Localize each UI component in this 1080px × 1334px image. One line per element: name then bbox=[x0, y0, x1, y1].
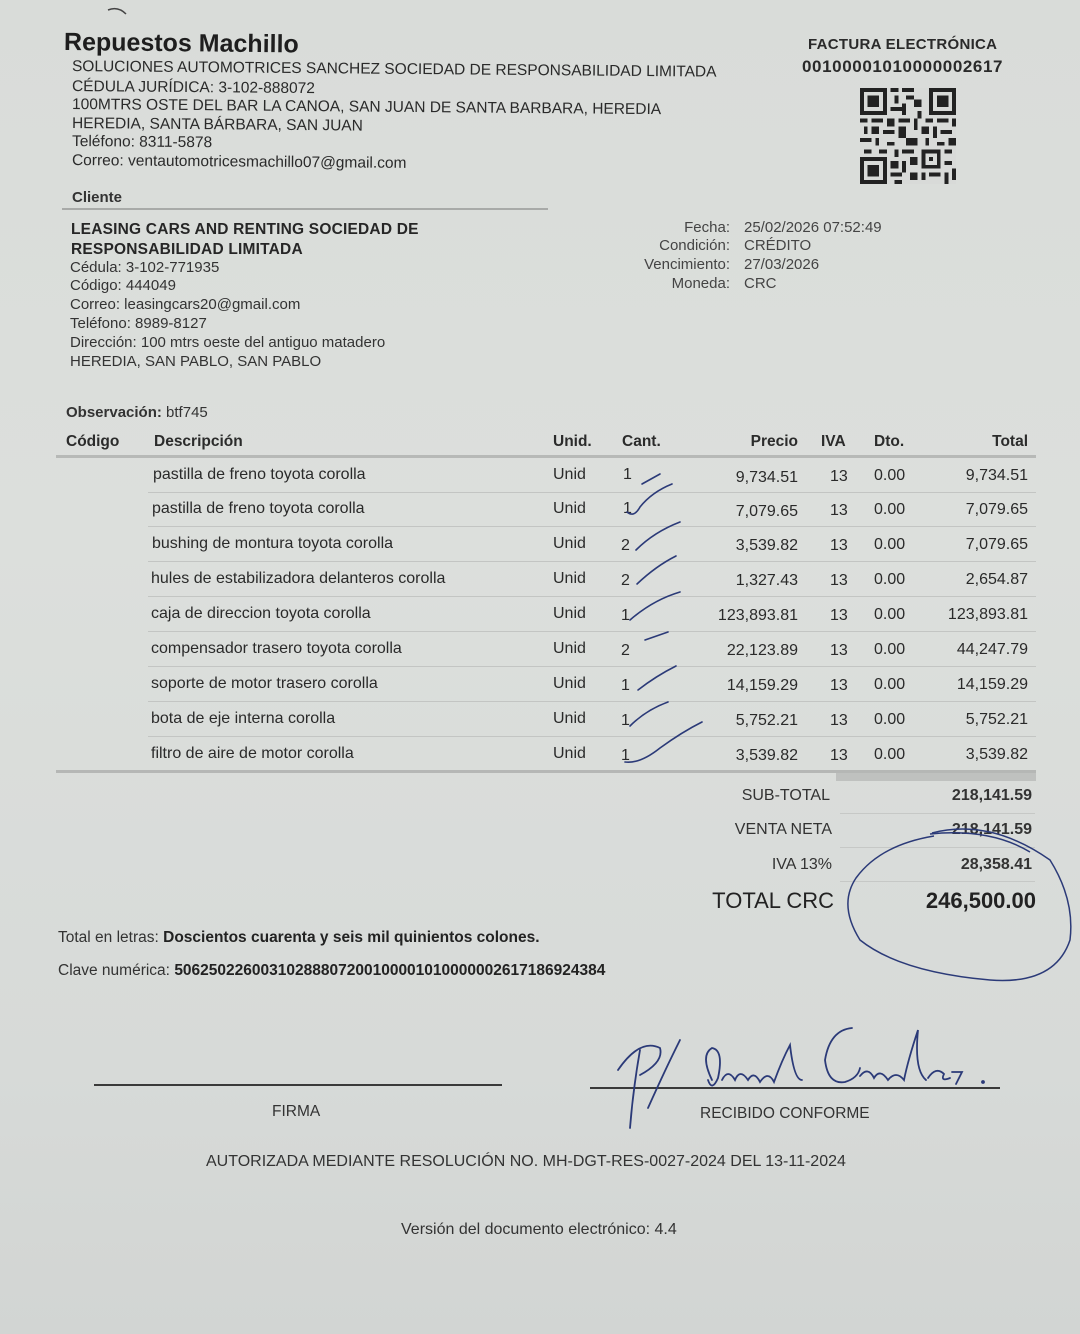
table-row bbox=[0, 466, 1080, 501]
cell-precio: 22,123.89 bbox=[726, 642, 798, 659]
cell-descripcion: pastilla de freno toyota corolla bbox=[152, 500, 365, 517]
row-divider bbox=[148, 736, 1036, 737]
cell-iva: 13 bbox=[830, 468, 848, 485]
meta-vencimiento-value: 27/03/2026 bbox=[744, 256, 820, 273]
cell-iva: 13 bbox=[830, 747, 848, 764]
cell-unid: Unid bbox=[553, 605, 586, 622]
th-unid: Unid. bbox=[553, 433, 592, 450]
meta-fecha-value: 25/02/2026 07:52:49 bbox=[744, 219, 882, 236]
subtotal-value: 218,141.59 bbox=[951, 787, 1032, 804]
observation-value: btf745 bbox=[166, 404, 208, 421]
meta-condicion-label: Condición: bbox=[659, 237, 730, 254]
cell-precio: 3,539.82 bbox=[735, 537, 798, 554]
cell-dto: 0.00 bbox=[874, 536, 906, 553]
cell-cant: 1 bbox=[623, 466, 632, 483]
venta-neta-label: VENTA NETA bbox=[734, 821, 832, 838]
cell-unid: Unid bbox=[553, 710, 586, 727]
company-legal-name: SOLUCIONES AUTOMOTRICES SANCHEZ SOCIEDAD DE RESPONSABILIDAD LIMITADA bbox=[71, 58, 717, 81]
cell-iva: 13 bbox=[830, 572, 848, 589]
cell-unid: Unid bbox=[553, 640, 586, 657]
cell-unid: Unid bbox=[553, 466, 586, 483]
table-row bbox=[0, 535, 1080, 570]
table-row bbox=[0, 605, 1080, 640]
iva-label: IVA 13% bbox=[771, 856, 832, 873]
firma-signature-line bbox=[94, 1084, 502, 1086]
th-dto: Dto. bbox=[874, 433, 905, 450]
client-name-line1: LEASING CARS AND RENTING SOCIEDAD DE bbox=[71, 221, 419, 238]
client-location: HEREDIA, SAN PABLO, SAN PABLO bbox=[70, 353, 322, 370]
meta-condicion-value: CRÉDITO bbox=[744, 237, 812, 254]
cell-dto: 0.00 bbox=[874, 711, 906, 728]
cell-total: 3,539.82 bbox=[965, 746, 1028, 763]
totals-divider bbox=[840, 813, 1035, 814]
cell-descripcion: caja de direccion toyota corolla bbox=[151, 605, 371, 622]
cell-descripcion: filtro de aire de motor corolla bbox=[151, 745, 354, 762]
observation-label: Observación: bbox=[66, 404, 162, 421]
company-cedula: CÉDULA JURÍDICA: 3-102-888072 bbox=[71, 78, 316, 98]
subtotal-label: SUB-TOTAL bbox=[741, 787, 830, 804]
cell-dto: 0.00 bbox=[874, 467, 906, 484]
cell-unid: Unid bbox=[553, 535, 586, 552]
row-divider bbox=[148, 492, 1036, 493]
table-row bbox=[0, 710, 1080, 745]
company-address-line1: 100MTRS OSTE DEL BAR LA CANOA, SAN JUAN DE SANTA BARBARA, HEREDIA bbox=[71, 96, 662, 119]
cell-total: 7,079.65 bbox=[965, 536, 1028, 553]
cell-dto: 0.00 bbox=[874, 746, 906, 763]
row-divider bbox=[148, 701, 1036, 702]
table-row bbox=[0, 570, 1080, 605]
cell-total: 123,893.81 bbox=[947, 606, 1028, 623]
th-descripcion: Descripción bbox=[154, 433, 243, 450]
cell-descripcion: bota de eje interna corolla bbox=[151, 710, 336, 727]
company-trade-name: Repuestos Machillo bbox=[63, 28, 299, 59]
client-email: Correo: leasingcars20@gmail.com bbox=[70, 296, 301, 313]
cell-iva: 13 bbox=[830, 642, 848, 659]
cell-descripcion: compensador trasero toyota corolla bbox=[151, 640, 402, 657]
cell-descripcion: soporte de motor trasero corolla bbox=[151, 675, 378, 692]
client-name-line2: RESPONSABILIDAD LIMITADA bbox=[71, 241, 303, 258]
meta-fecha-label: Fecha: bbox=[684, 219, 730, 236]
cell-dto: 0.00 bbox=[874, 676, 906, 693]
iva-value: 28,358.41 bbox=[960, 856, 1032, 873]
client-codigo: Código: 444049 bbox=[70, 277, 176, 294]
cell-cant: 1 bbox=[623, 500, 632, 517]
row-divider bbox=[148, 596, 1036, 597]
amount-in-words-label: Total en letras: bbox=[58, 929, 159, 946]
cell-total: 44,247.79 bbox=[956, 641, 1028, 658]
cell-iva: 13 bbox=[830, 537, 848, 554]
cell-unid: Unid bbox=[553, 745, 586, 762]
clave-numerica bbox=[58, 962, 605, 980]
th-total: Total bbox=[992, 433, 1028, 450]
clave-label: Clave numérica: bbox=[58, 962, 170, 979]
amount-in-words bbox=[58, 929, 540, 947]
total-label: TOTAL CRC bbox=[712, 888, 834, 913]
cell-precio: 7,079.65 bbox=[735, 503, 798, 520]
totals-divider bbox=[840, 847, 1035, 848]
cell-total: 7,079.65 bbox=[965, 501, 1028, 518]
cell-dto: 0.00 bbox=[874, 501, 906, 518]
cell-total: 2,654.87 bbox=[965, 571, 1028, 588]
cell-unid: Unid bbox=[553, 500, 586, 517]
client-address: Dirección: 100 mtrs oeste del antiguo matadero bbox=[70, 334, 386, 351]
cell-unid: Unid bbox=[553, 675, 586, 692]
venta-neta-value: 218,141.59 bbox=[951, 821, 1032, 838]
table-header-rule bbox=[56, 455, 1036, 458]
cell-dto: 0.00 bbox=[874, 641, 906, 658]
th-cant: Cant. bbox=[622, 433, 661, 450]
cell-cant: 1 bbox=[621, 712, 630, 729]
row-divider bbox=[148, 666, 1036, 667]
cell-precio: 9,734.51 bbox=[735, 469, 798, 486]
meta-moneda-value: CRC bbox=[744, 275, 777, 292]
meta-moneda-label: Moneda: bbox=[671, 275, 730, 292]
row-divider bbox=[148, 631, 1036, 632]
th-iva: IVA bbox=[821, 433, 846, 450]
total-value: 246,500.00 bbox=[925, 888, 1036, 913]
cell-precio: 1,327.43 bbox=[735, 572, 798, 589]
cell-cant: 2 bbox=[621, 572, 630, 589]
th-precio: Precio bbox=[750, 433, 798, 450]
table-row bbox=[0, 640, 1080, 675]
row-divider bbox=[148, 561, 1036, 562]
authorization-text: AUTORIZADA MEDIANTE RESOLUCIÓN NO. MH-DGT-RES-0027-2024 DEL 13-11-2024 bbox=[206, 1153, 846, 1170]
cell-cant: 2 bbox=[621, 642, 630, 659]
client-divider bbox=[62, 208, 548, 210]
version-text: Versión del documento electrónico: 4.4 bbox=[401, 1221, 677, 1238]
recibido-label: RECIBIDO CONFORME bbox=[700, 1105, 870, 1122]
cell-descripcion: hules de estabilizadora delanteros corolla bbox=[151, 570, 446, 587]
cell-cant: 2 bbox=[621, 537, 630, 554]
cell-iva: 13 bbox=[830, 502, 848, 519]
company-address-line2: HEREDIA, SANTA BÁRBARA, SAN JUAN bbox=[71, 115, 363, 135]
document-type: FACTURA ELECTRÓNICA bbox=[808, 36, 998, 53]
company-phone: Teléfono: 8311-5878 bbox=[71, 133, 213, 152]
cell-total: 9,734.51 bbox=[965, 467, 1028, 484]
cell-precio: 14,159.29 bbox=[726, 677, 798, 694]
client-section-label: Cliente bbox=[72, 189, 123, 206]
stray-pen-mark bbox=[108, 9, 126, 14]
amount-in-words-value: Doscientos cuarenta y seis mil quinientos colones. bbox=[163, 929, 540, 946]
totals-divider bbox=[840, 881, 1035, 882]
cell-cant: 1 bbox=[621, 677, 630, 694]
th-codigo: Código bbox=[66, 433, 120, 450]
row-divider bbox=[148, 526, 1036, 527]
clave-value: 50625022600310288807200100001010000002617186924384 bbox=[174, 962, 606, 979]
cell-precio: 3,539.82 bbox=[735, 747, 798, 764]
cell-descripcion: pastilla de freno toyota corolla bbox=[153, 466, 366, 483]
firma-label: FIRMA bbox=[272, 1103, 321, 1120]
cell-iva: 13 bbox=[830, 607, 848, 624]
cell-precio: 123,893.81 bbox=[717, 607, 798, 624]
meta-vencimiento-label: Vencimiento: bbox=[644, 256, 730, 273]
cell-descripcion: bushing de montura toyota corolla bbox=[152, 535, 394, 552]
cell-iva: 13 bbox=[830, 677, 848, 694]
cell-precio: 5,752.21 bbox=[735, 712, 798, 729]
document-number: 00100001010000002617 bbox=[802, 57, 1004, 76]
cell-unid: Unid bbox=[553, 570, 586, 587]
cell-dto: 0.00 bbox=[874, 606, 906, 623]
totals-shade-bar bbox=[836, 773, 1036, 781]
table-row bbox=[0, 500, 1080, 535]
client-cedula: Cédula: 3-102-771935 bbox=[70, 259, 220, 276]
recibido-signature-line bbox=[590, 1087, 1000, 1089]
cell-dto: 0.00 bbox=[874, 571, 906, 588]
observation bbox=[66, 404, 208, 421]
cell-cant: 1 bbox=[621, 747, 630, 764]
cell-iva: 13 bbox=[830, 712, 848, 729]
cell-total: 14,159.29 bbox=[956, 676, 1028, 693]
cell-cant: 1 bbox=[621, 607, 630, 624]
company-email: Correo: ventautomotricesmachillo07@gmail.com bbox=[71, 152, 407, 172]
client-phone: Teléfono: 8989-8127 bbox=[70, 315, 207, 332]
table-row bbox=[0, 675, 1080, 710]
qr-code-icon bbox=[858, 88, 958, 184]
cell-total: 5,752.21 bbox=[965, 711, 1028, 728]
